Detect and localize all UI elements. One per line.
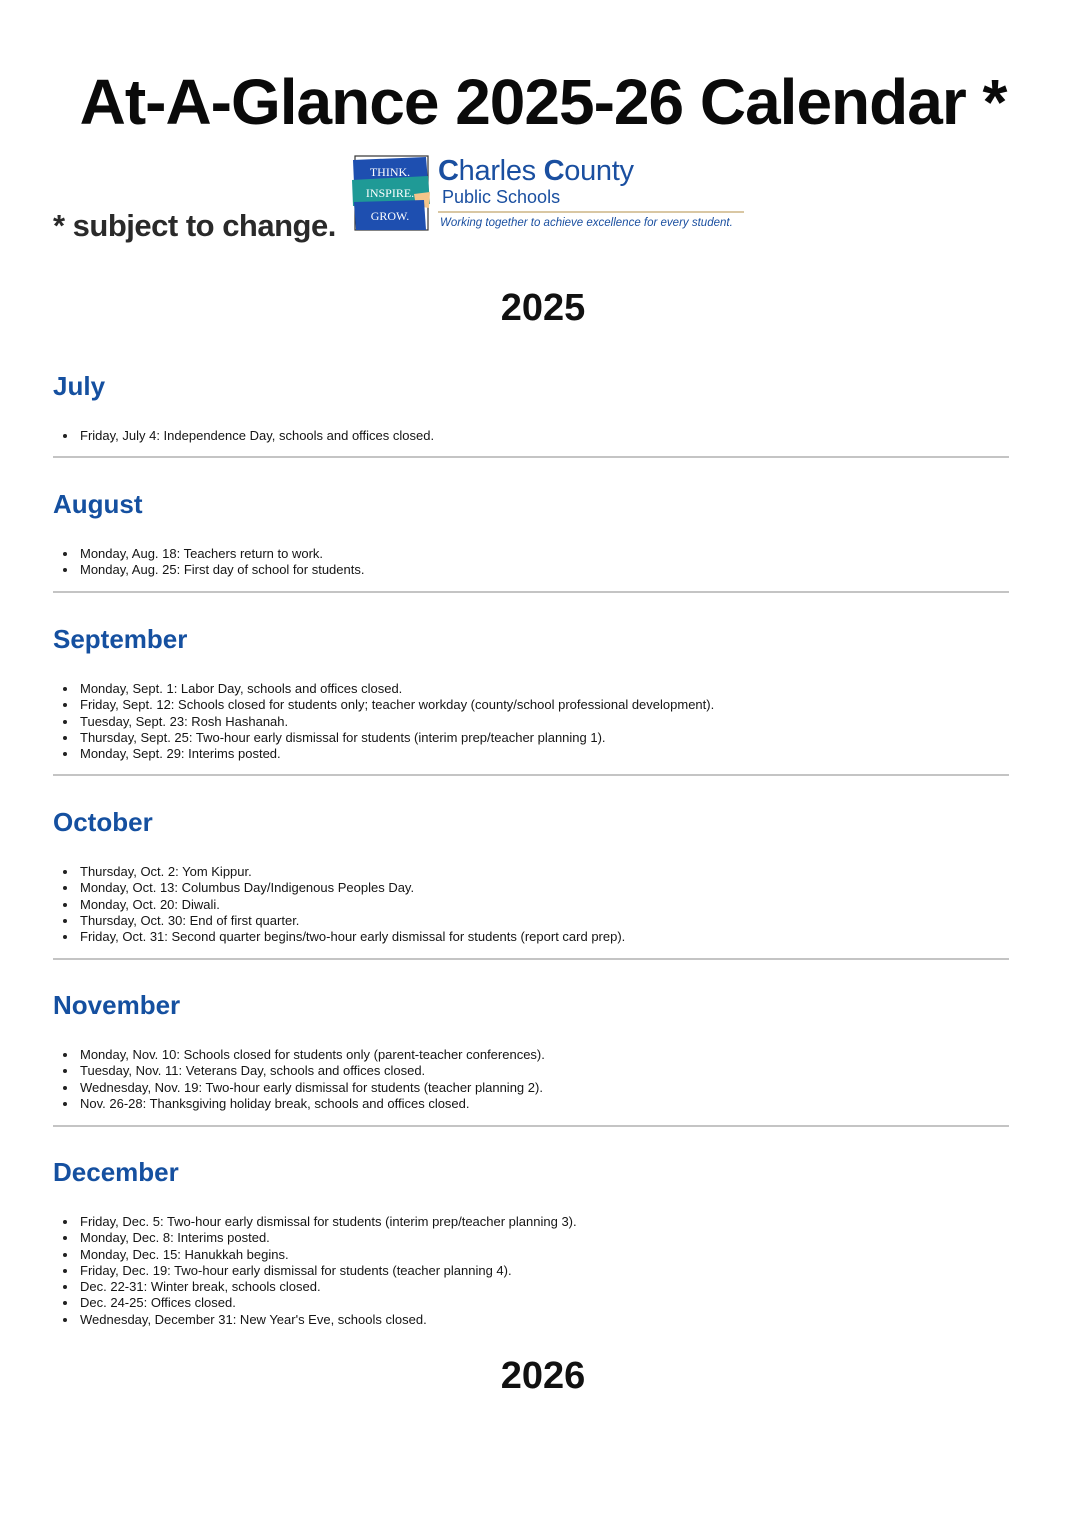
list-item: Monday, Oct. 13: Columbus Day/Indigenous Peoples Day. — [53, 880, 625, 896]
month-title: October — [53, 807, 153, 837]
bullet-icon — [63, 1253, 67, 1257]
bullet-icon — [63, 568, 67, 572]
month-section-december — [53, 1156, 1009, 1327]
logo-tagline: Working together to achieve excellence for every student. — [440, 217, 733, 229]
bullet-icon — [63, 736, 67, 740]
list-item: Tuesday, Nov. 11: Veterans Day, schools and offices closed. — [53, 1063, 545, 1079]
divider — [53, 774, 1009, 776]
svg-text:THINK.: THINK. — [369, 165, 411, 179]
list-item: Nov. 26-28: Thanksgiving holiday break, schools and offices closed. — [53, 1096, 545, 1112]
bullet-icon — [63, 886, 67, 890]
event-list — [53, 1214, 577, 1328]
bullet-icon — [63, 434, 67, 438]
list-item: Dec. 22-31: Winter break, schools closed. — [53, 1279, 577, 1295]
event-list — [53, 864, 625, 945]
list-item: Dec. 24-25: Offices closed. — [53, 1295, 577, 1311]
list-item: Friday, Dec. 5: Two-hour early dismissal for students (interim prep/teacher planning 3). — [53, 1214, 577, 1230]
month-section-october — [53, 806, 1009, 945]
list-item: Monday, Sept. 29: Interims posted. — [53, 746, 714, 762]
list-item: Friday, July 4: Independence Day, schools and offices closed. — [53, 428, 434, 444]
bullet-icon — [63, 687, 67, 691]
bullet-icon — [63, 752, 67, 756]
event-list — [53, 681, 714, 762]
month-title: August — [53, 489, 143, 519]
bullet-icon — [63, 1236, 67, 1240]
bullet-icon — [63, 720, 67, 724]
list-item: Monday, Sept. 1: Labor Day, schools and offices closed. — [53, 681, 714, 697]
list-item: Tuesday, Sept. 23: Rosh Hashanah. — [53, 714, 714, 730]
month-title: December — [53, 1157, 179, 1187]
bullet-icon — [63, 1269, 67, 1273]
logo-rule — [438, 211, 744, 213]
month-section-july — [53, 370, 1009, 443]
think-inspire-grow-badge-icon — [352, 154, 430, 232]
list-item: Friday, Sept. 12: Schools closed for students only; teacher workday (county/school professional development). — [53, 697, 714, 713]
bullet-icon — [63, 1318, 67, 1322]
svg-text:INSPIRE.: INSPIRE. — [365, 186, 415, 200]
month-title: November — [53, 990, 181, 1020]
list-item: Thursday, Sept. 25: Two-hour early dismissal for students (interim prep/teacher planning 1). — [53, 730, 714, 746]
month-section-november — [53, 989, 1009, 1111]
list-item: Friday, Oct. 31: Second quarter begins/two-hour early dismissal for students (report card prep). — [53, 929, 625, 945]
list-item: Wednesday, December 31: New Year's Eve, schools closed. — [53, 1312, 577, 1328]
divider — [53, 958, 1009, 960]
bullet-icon — [63, 1285, 67, 1289]
bullet-icon — [63, 870, 67, 874]
list-item: Monday, Nov. 10: Schools closed for students only (parent-teacher conferences). — [53, 1047, 545, 1063]
divider — [53, 591, 1009, 593]
year-heading-2025: 2025 — [500, 287, 586, 329]
bullet-icon — [63, 1220, 67, 1224]
list-item: Wednesday, Nov. 19: Two-hour early dismissal for students (teacher planning 2). — [53, 1080, 545, 1096]
subject-to-change-note: * subject to change. — [53, 208, 336, 243]
list-item: Monday, Dec. 8: Interims posted. — [53, 1230, 577, 1246]
bullet-icon — [63, 552, 67, 556]
month-title: July — [53, 371, 106, 401]
logo-subtitle: Public Schools — [442, 187, 561, 207]
divider — [53, 456, 1009, 458]
bullet-icon — [63, 703, 67, 707]
list-item: Friday, Dec. 19: Two-hour early dismissal for students (teacher planning 4). — [53, 1263, 577, 1279]
month-section-august — [53, 488, 1009, 578]
ccps-logo — [352, 154, 752, 234]
bullet-icon — [63, 1102, 67, 1106]
bullet-icon — [63, 935, 67, 939]
list-item: Thursday, Oct. 30: End of first quarter. — [53, 913, 625, 929]
event-list — [53, 1047, 545, 1112]
bullet-icon — [63, 903, 67, 907]
month-title: September — [53, 624, 188, 654]
page-title: At-A-Glance 2025-26 Calendar * — [79, 66, 1007, 138]
list-item: Monday, Aug. 18: Teachers return to work. — [53, 546, 364, 562]
divider — [53, 1125, 1009, 1127]
bullet-icon — [63, 1069, 67, 1073]
month-section-september — [53, 623, 1009, 762]
bullet-icon — [63, 1086, 67, 1090]
event-list — [53, 428, 434, 444]
year-heading-2026: 2026 — [500, 1355, 586, 1397]
list-item: Thursday, Oct. 2: Yom Kippur. — [53, 864, 625, 880]
bullet-icon — [63, 919, 67, 923]
logo-district-name: Charles County — [438, 155, 634, 187]
list-item: Monday, Aug. 25: First day of school for students. — [53, 562, 364, 578]
bullet-icon — [63, 1301, 67, 1305]
list-item: Monday, Oct. 20: Diwali. — [53, 897, 625, 913]
list-item: Monday, Dec. 15: Hanukkah begins. — [53, 1247, 577, 1263]
event-list — [53, 546, 364, 579]
svg-text:GROW.: GROW. — [370, 209, 410, 223]
bullet-icon — [63, 1053, 67, 1057]
